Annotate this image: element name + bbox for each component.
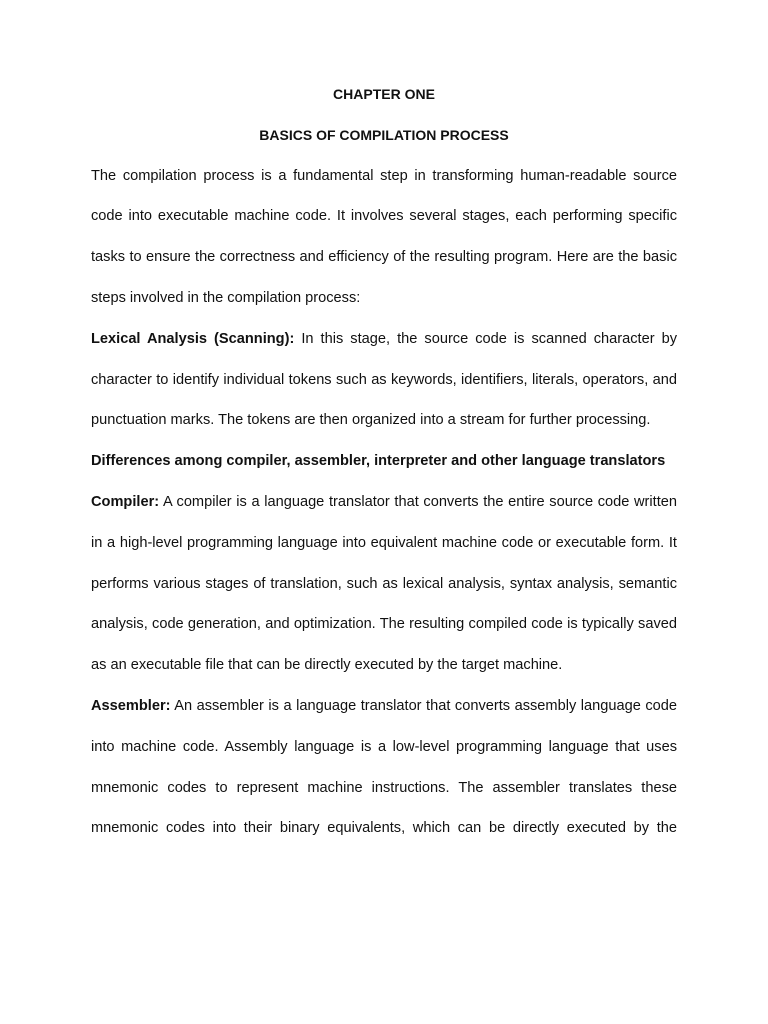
assembler-paragraph [91, 686, 677, 849]
lexical-analysis-paragraph [91, 319, 677, 441]
section-title: BASICS OF COMPILATION PROCESS [259, 126, 509, 143]
differences-heading: Differences among compiler, assembler, interpreter and other language translators [91, 453, 666, 470]
lexical-analysis-text: In this stage, the source code is scanned character by character to identify individual tokens such as keywords, identifiers, literals, operators, and punctuation marks. The tokens are then organized into a stream for further processing. [91, 330, 677, 429]
assembler-lead: Assembler: [91, 697, 171, 714]
document-body [91, 74, 677, 849]
compiler-text: A compiler is a language translator that converts the entire source code written in a high-level programming language into equivalent machine code or executable form. It performs various stages of translation, such as lexical analysis, syntax analysis, semantic analysis, code generation, and optimization. The resulting compiled code is typically saved as an executable file that can be directly executed by the target machine. [91, 493, 677, 674]
compiler-lead: Compiler: [91, 493, 160, 510]
lexical-analysis-lead: Lexical Analysis (Scanning): [91, 330, 295, 347]
chapter-title: CHAPTER ONE [333, 86, 435, 102]
compiler-paragraph [91, 482, 677, 686]
intro-paragraph: The compilation process is a fundamental step in transforming human-readable source code into executable machine code. It involves several stages, each performing specific tasks to ensure the correctness and efficiency of the resulting program. Here are the basic steps involved in the compilation process: [91, 167, 677, 306]
assembler-text: An assembler is a language translator that converts assembly language code into machine code. Assembly language is a low-level programming language that uses mnemonic codes to represent machine instructions. The assembler translates these mnemonic codes into their binary equivalents, which can be directly executed by the [91, 697, 677, 837]
